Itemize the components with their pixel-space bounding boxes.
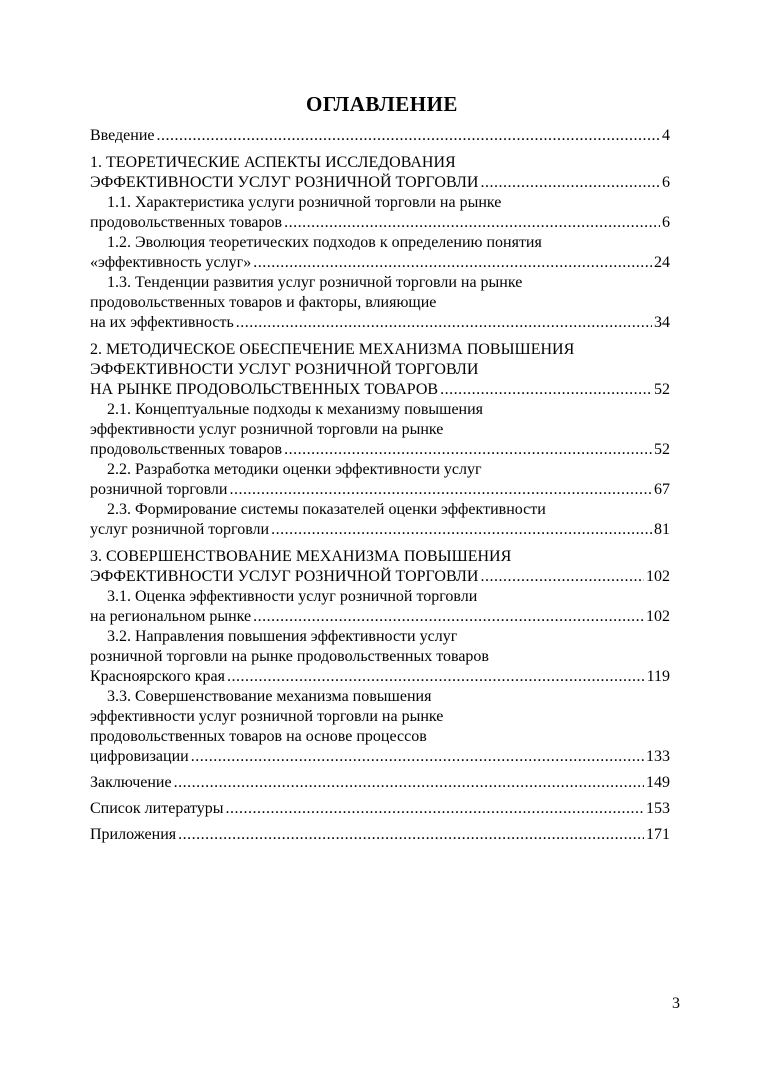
toc-page-number: 34	[654, 314, 670, 331]
toc-entry-text: 2.1. Концептуальные подходы к механизму повышения	[107, 401, 484, 418]
toc-page-number: 133	[646, 748, 670, 765]
toc-entry-text: Заключение	[90, 774, 172, 791]
page-number: 3	[672, 995, 680, 1012]
toc-entry-text: 3.2. Направления повышения эффективности услуг	[107, 628, 458, 645]
toc-page-number: 102	[646, 608, 670, 625]
toc-entry-text: розничной торговли на рынке продовольственных товаров	[90, 648, 489, 665]
toc-page-number: 67	[654, 481, 670, 498]
dot-leader	[226, 799, 644, 819]
toc-subsection[interactable]	[90, 193, 670, 233]
toc-entry-text: розничной торговли	[90, 481, 228, 498]
toc-entry-text: ЭФФЕКТИВНОСТИ УСЛУГ РОЗНИЧНОЙ ТОРГОВЛИ	[90, 361, 479, 378]
toc-entry-text: 1.3. Тенденции развития услуг розничной торговли на рынке	[107, 274, 523, 291]
toc-entry-text: Введение	[90, 127, 155, 144]
toc-section[interactable]	[90, 773, 670, 793]
toc-page-number: 52	[654, 441, 670, 458]
toc-subsection[interactable]	[90, 273, 670, 333]
toc-entry-text: 1. ТЕОРЕТИЧЕСКИЕ АСПЕКТЫ ИССЛЕДОВАНИЯ	[90, 154, 456, 171]
dot-leader	[253, 253, 652, 273]
toc-entry-text: «эффективность услуг»	[90, 254, 252, 271]
toc-subsection[interactable]	[90, 587, 670, 627]
toc-entry-text: эффективности услуг розничной торговли на рынке	[90, 708, 444, 725]
toc-entry-text: услуг розничной торговли	[90, 521, 270, 538]
toc-entry-text: НА РЫНКЕ ПРОДОВОЛЬСТВЕННЫХ ТОВАРОВ	[90, 381, 439, 398]
toc-entry-text: 3. СОВЕРШЕНСТВОВАНИЕ МЕХАНИЗМА ПОВЫШЕНИЯ	[90, 548, 512, 565]
page-title: ОГЛАВЛЕНИЕ	[306, 92, 458, 116]
toc-entry-text: продовольственных товаров на основе процессов	[90, 728, 427, 745]
dot-leader	[480, 173, 660, 193]
toc-subsection[interactable]	[90, 460, 670, 500]
toc-section[interactable]	[90, 153, 670, 193]
table-of-contents	[90, 126, 670, 845]
dot-leader	[174, 773, 644, 793]
toc-page-number: 52	[654, 381, 670, 398]
dot-leader	[227, 667, 645, 687]
toc-page-number: 81	[654, 521, 670, 538]
dot-leader	[284, 213, 660, 233]
toc-section[interactable]	[90, 340, 670, 400]
toc-entry-text: продовольственных товаров	[90, 441, 283, 458]
toc-entry-text: 1.2. Эволюция теоретических подходов к определению понятия	[107, 234, 542, 251]
toc-entry-text: 1.1. Характеристика услуги розничной торговли на рынке	[107, 194, 502, 211]
toc-section[interactable]	[90, 799, 670, 819]
toc-page-number: 119	[646, 668, 670, 685]
dot-leader	[253, 607, 644, 627]
toc-subsection[interactable]	[90, 687, 670, 767]
toc-entry-text: продовольственных товаров и факторы, влияющие	[90, 294, 437, 311]
toc-entry-text: 3.1. Оценка эффективности услуг розничной торговли	[107, 588, 478, 605]
toc-entry-text: на их эффективность	[90, 314, 234, 331]
toc-entry-text: 2.3. Формирование системы показателей оценки эффективности	[107, 501, 546, 518]
toc-page-number: 4	[662, 127, 670, 144]
dot-leader	[440, 380, 652, 400]
toc-entry-text: эффективности услуг розничной торговли на рынке	[90, 421, 444, 438]
toc-entry-text: цифровизации	[90, 748, 189, 765]
toc-subsection[interactable]	[90, 500, 670, 540]
toc-page-number: 153	[646, 800, 670, 817]
toc-entry-text: Список литературы	[90, 800, 224, 817]
toc-subsection[interactable]	[90, 233, 670, 273]
toc-entry-text: 3.3. Совершенствование механизма повышения	[107, 688, 432, 705]
toc-entry-text: ЭФФЕКТИВНОСТИ УСЛУГ РОЗНИЧНОЙ ТОРГОВЛИ	[90, 568, 479, 585]
dot-leader	[236, 313, 652, 333]
toc-section[interactable]	[90, 126, 670, 146]
dot-leader	[229, 480, 652, 500]
dot-leader	[178, 825, 644, 845]
toc-subsection[interactable]	[90, 627, 670, 687]
toc-entry-text: на региональном рынке	[90, 608, 252, 625]
toc-page-number: 102	[646, 568, 670, 585]
toc-entry-text: ЭФФЕКТИВНОСТИ УСЛУГ РОЗНИЧНОЙ ТОРГОВЛИ	[90, 174, 479, 191]
toc-entry-text: 2. МЕТОДИЧЕСКОЕ ОБЕСПЕЧЕНИЕ МЕХАНИЗМА ПОВЫШЕНИЯ	[90, 341, 575, 358]
toc-page-number: 24	[654, 254, 670, 271]
toc-page-number: 149	[646, 774, 670, 791]
toc-page-number: 6	[662, 174, 670, 191]
toc-entry-text: 2.2. Разработка методики оценки эффективности услуг	[107, 461, 482, 478]
toc-subsection[interactable]	[90, 400, 670, 460]
toc-page-number: 6	[662, 214, 670, 231]
toc-entry-text: Красноярского края	[90, 668, 225, 685]
dot-leader	[191, 747, 644, 767]
toc-entry-text: Приложения	[90, 826, 177, 843]
toc-section[interactable]	[90, 825, 670, 845]
toc-section[interactable]	[90, 547, 670, 587]
toc-page-number: 171	[646, 826, 670, 843]
dot-leader	[157, 126, 661, 146]
dot-leader	[284, 440, 652, 460]
dot-leader	[271, 520, 652, 540]
dot-leader	[480, 567, 644, 587]
toc-entry-text: продовольственных товаров	[90, 214, 283, 231]
